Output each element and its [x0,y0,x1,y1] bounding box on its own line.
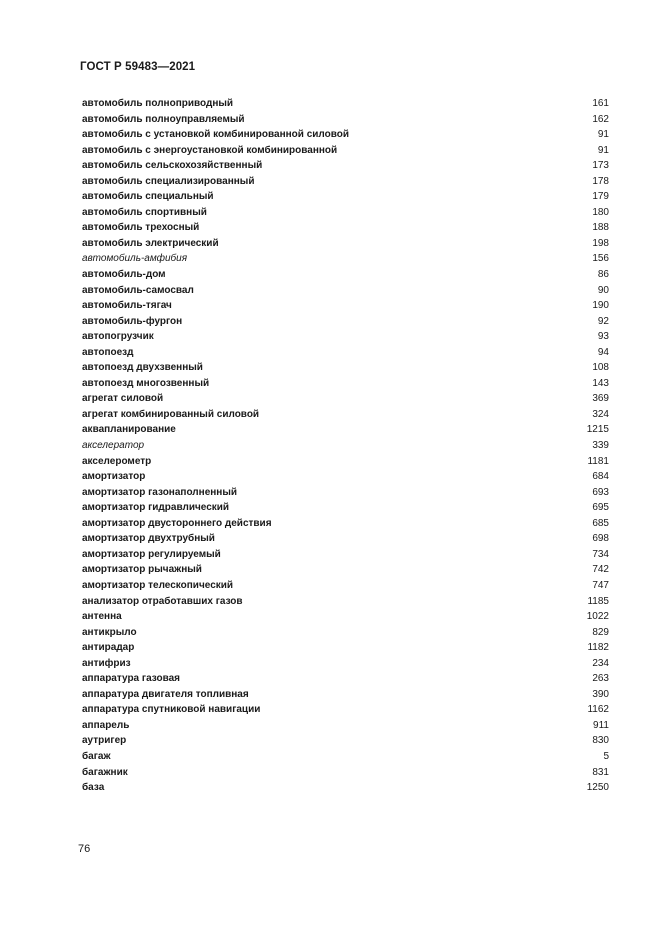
index-term: антикрыло [82,626,137,638]
index-entry [82,594,609,610]
index-term: агрегат комбинированный силовой [82,408,260,420]
index-entry [82,562,609,578]
index-entry [82,702,609,718]
index-page-ref: 86 [597,269,609,281]
index-page-ref: 390 [592,688,609,700]
index-entry [82,765,609,781]
index-term: амортизатор регулируемый [82,548,221,560]
index-entry [82,516,609,532]
index-entry [82,547,609,563]
index-page-ref: 830 [592,735,609,747]
index-term: амортизатор гидравлический [82,502,230,514]
index-page-ref: 190 [592,300,609,312]
index-page-ref: 1162 [587,704,609,716]
index-term: автомобиль-дом [82,269,166,281]
index-page-ref: 162 [592,113,609,125]
index-entry [82,640,609,656]
index-page-ref: 90 [597,284,609,296]
index-entry [82,407,609,423]
page-number: 76 [78,843,91,855]
index-entry [82,718,609,734]
index-term: аппаратура двигателя топливная [82,688,249,700]
index-entry [82,438,609,454]
index-term: база [82,782,105,794]
index-page-ref: 369 [592,393,609,405]
index-page-ref: 179 [592,191,609,203]
index-page-ref: 734 [592,548,609,560]
index-term: автопоезд двухзвенный [82,362,203,374]
index-page-ref: 91 [597,129,609,141]
index-entry [82,267,609,283]
index-term: антифриз [82,657,131,669]
index-entry [82,329,609,345]
term-index-list [82,96,609,796]
index-term: автомобиль специальный [82,191,214,203]
index-entry [82,345,609,361]
index-entry [82,127,609,143]
index-entry [82,360,609,376]
index-entry [82,96,609,112]
index-entry [82,422,609,438]
index-term: автомобиль спортивный [82,206,207,218]
index-page-ref: 263 [592,673,609,685]
index-term: автопоезд многозвенный [82,377,210,389]
index-page-ref: 829 [592,626,609,638]
index-page-ref: 747 [592,579,609,591]
index-term: акселерометр [82,455,152,467]
index-entry [82,174,609,190]
index-entry [82,749,609,765]
index-page-ref: 685 [592,517,609,529]
index-page-ref: 91 [597,144,609,156]
index-term: автомобиль трехосный [82,222,200,234]
index-term: автомобиль полноуправляемый [82,113,245,125]
index-term: амортизатор рычажный [82,564,202,576]
index-entry [82,733,609,749]
index-entry [82,578,609,594]
index-entry [82,500,609,516]
index-page-ref: 188 [592,222,609,234]
index-entry [82,376,609,392]
index-page-ref: 156 [592,253,609,265]
index-entry [82,469,609,485]
index-entry [82,236,609,252]
index-entry [82,625,609,641]
index-term: автомобиль с энергоустановкой комбинированной [82,144,338,156]
index-term: автомобиль полноприводный [82,98,234,109]
index-term: аппаратура спутниковой навигации [82,704,261,716]
index-page-ref: 5 [603,750,609,762]
index-entry [82,531,609,547]
index-term: автомобиль-самосвал [82,284,194,296]
index-page-ref: 339 [592,440,609,452]
index-page-ref: 1181 [587,455,609,467]
index-term: багажник [82,766,128,778]
index-entry [82,143,609,159]
index-entry [82,314,609,330]
index-page-ref: 94 [597,346,609,358]
index-entry [82,391,609,407]
index-page-ref: 93 [597,331,609,343]
index-page-ref: 698 [592,533,609,545]
index-entry [82,189,609,205]
index-page-ref: 693 [592,486,609,498]
index-page-ref: 684 [592,471,609,483]
index-term: амортизатор газонаполненный [82,486,238,498]
index-term: антенна [82,611,122,623]
index-term: автопоезд [82,346,134,358]
index-page-ref: 1185 [587,595,609,607]
index-term: аутригер [82,735,127,747]
index-page-ref: 92 [597,315,609,327]
index-term: автомобиль специализированный [82,175,255,187]
index-entry [82,687,609,703]
index-page-ref: 173 [592,160,609,172]
index-entry [82,298,609,314]
index-term: автомобиль-фургон [82,315,183,327]
index-page-ref: 178 [592,175,609,187]
index-page-ref: 742 [592,564,609,576]
index-term: аквапланирование [82,424,176,436]
index-term: автомобиль электрический [82,237,219,249]
index-term: амортизатор двустороннего действия [82,517,272,529]
index-entry [82,609,609,625]
index-term: автомобиль-тягач [82,300,172,312]
index-term: антирадар [82,642,135,654]
index-page-ref: 1182 [587,642,609,654]
index-page-ref: 180 [592,206,609,218]
index-term: аппарель [82,719,130,731]
index-term: аппаратура газовая [82,673,180,685]
index-term: амортизатор двухтрубный [82,533,215,545]
index-term: автомобиль сельскохозяйственный [82,160,263,172]
index-entry [82,454,609,470]
index-term: амортизатор телескопический [82,579,234,591]
index-page-ref: 911 [593,719,609,731]
index-term: агрегат силовой [82,393,164,405]
index-entry [82,671,609,687]
index-page-ref: 161 [592,98,609,109]
index-page-ref: 831 [592,766,609,778]
index-term: автопогрузчик [82,331,154,343]
index-entry [82,251,609,267]
index-page-ref: 143 [592,377,609,389]
index-page-ref: 695 [592,502,609,514]
index-term: анализатор отработавших газов [82,595,243,607]
index-page-ref: 234 [592,657,609,669]
index-entry [82,205,609,221]
index-entry [82,485,609,501]
index-entry [82,112,609,128]
index-page-ref: 1250 [586,782,609,794]
document-header: ГОСТ Р 59483—2021 [80,61,196,73]
index-page-ref: 324 [592,408,609,420]
index-entry [82,158,609,174]
index-entry [82,780,609,796]
index-entry [82,656,609,672]
index-page-ref: 108 [592,362,609,374]
index-term: автомобиль с установкой комбинированной силовой [82,129,350,141]
index-page-ref: 1215 [586,424,609,436]
index-entry [82,220,609,236]
index-term: акселератор [82,440,145,452]
index-entry [82,283,609,299]
index-term: автомобиль-амфибия [82,253,188,265]
index-page-ref: 198 [592,237,609,249]
index-page-ref: 1022 [586,611,609,623]
index-term: амортизатор [82,471,146,483]
index-term: багаж [82,750,111,762]
